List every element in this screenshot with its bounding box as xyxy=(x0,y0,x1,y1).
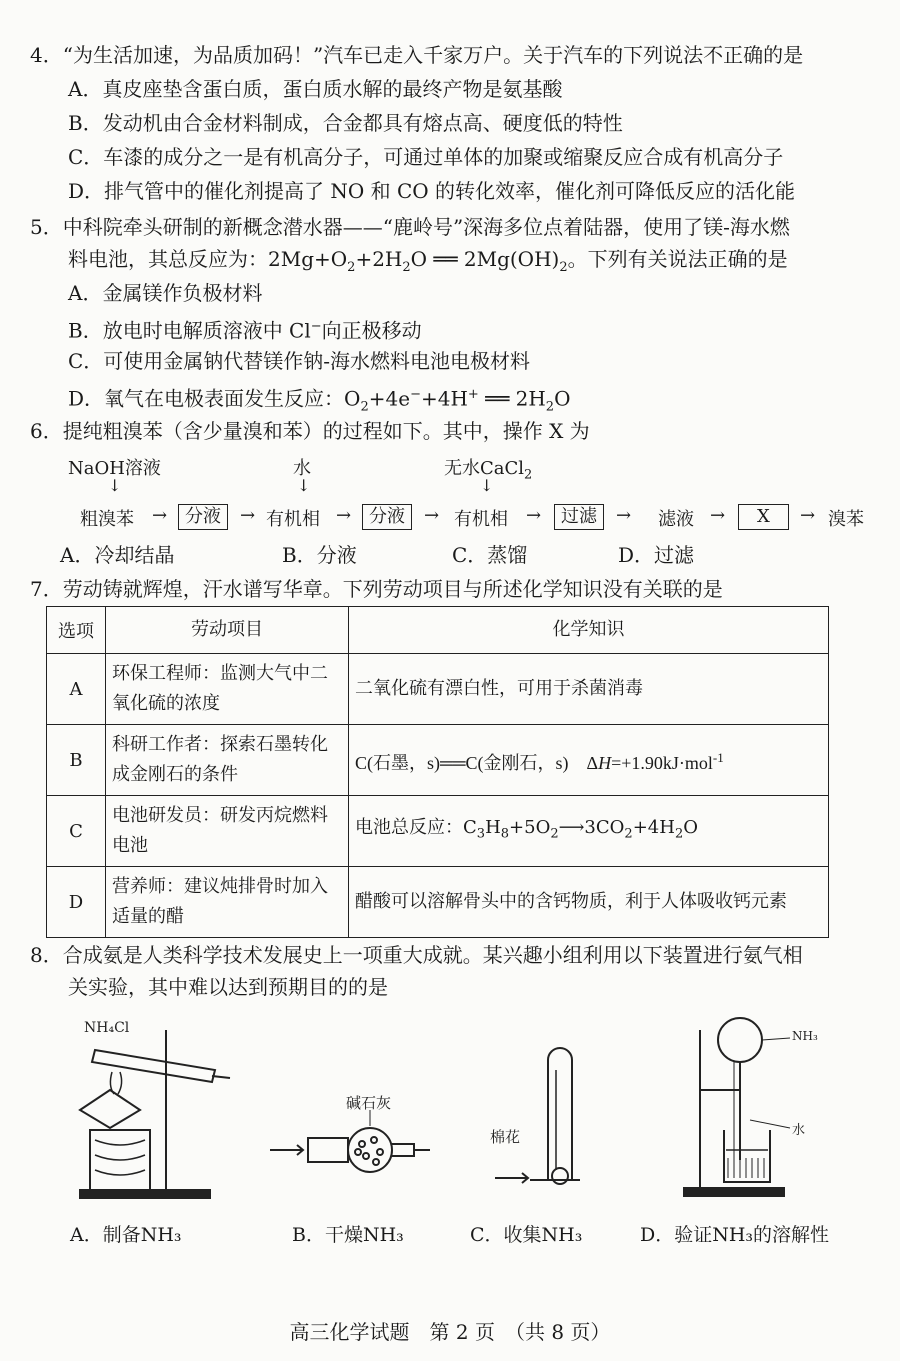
down-arrow-icon: ↓ xyxy=(297,476,311,495)
right-arrow-icon: → xyxy=(336,505,352,526)
right-arrow-icon: → xyxy=(800,505,816,526)
q6-option-c: C．蒸馏 xyxy=(452,543,528,567)
label-nh4cl: NH₄Cl xyxy=(84,1020,130,1036)
q5-stem: 5．中科院牵头研制的新概念潜水器——“鹿岭号”深海多位点着陆器，使用了镁-海水燃 xyxy=(30,215,790,239)
row-option: B xyxy=(47,725,106,796)
op-separate-2: 分液 xyxy=(362,504,412,530)
q4-option-d: D．排气管中的催化剂提高了 NO 和 CO 的转化效率，催化剂可降低反应的活化能 xyxy=(68,179,796,203)
row-job: 营养师：建议炖排骨时加入适量的醋 xyxy=(106,867,349,938)
table-row xyxy=(47,796,829,867)
q5-stem-cont: 料电池，其总反应为：$2Mg+O_2+2H_2O$ ══ $2Mg(OH)_2$。下列有关说法正确的是 xyxy=(68,247,788,275)
table-header: 劳动项目 xyxy=(106,607,349,654)
q8-option-c: C．收集NH₃ xyxy=(470,1224,583,1246)
row-option: C xyxy=(47,796,106,867)
reagent-water: 水 xyxy=(293,458,311,479)
table-row xyxy=(47,654,829,725)
q6-option-d: D．过滤 xyxy=(618,543,695,567)
q6-option-a: A．冷却结晶 xyxy=(60,543,175,567)
step-organic-1: 有机相 xyxy=(266,509,320,530)
q8-option-a: A．制备NH₃ xyxy=(70,1224,182,1246)
q8-option-d: D．验证NH₃的溶解性 xyxy=(640,1224,830,1246)
q6-option-b: B．分液 xyxy=(282,543,357,567)
step-bromobenzene: 溴苯 xyxy=(828,509,864,530)
purification-flowchart xyxy=(60,452,880,542)
right-arrow-icon: → xyxy=(710,505,726,526)
op-filter: 过滤 xyxy=(554,504,604,530)
q8-option-b: B．干燥NH₃ xyxy=(292,1224,404,1246)
right-arrow-icon: → xyxy=(152,505,168,526)
q5-option-a: A．金属镁作负极材料 xyxy=(68,281,263,305)
table-row xyxy=(47,725,829,796)
step-filtrate: 滤液 xyxy=(658,509,694,530)
row-job: 环保工程师：监测大气中二氧化硫的浓度 xyxy=(106,654,349,725)
figure-d-apparatus xyxy=(684,1018,790,1196)
figure-b-apparatus xyxy=(270,1110,430,1172)
right-arrow-icon: → xyxy=(616,505,632,526)
figure-c-apparatus xyxy=(495,1048,580,1184)
right-arrow-icon: → xyxy=(240,505,256,526)
q4-option-a: A．真皮座垫含蛋白质，蛋白质水解的最终产物是氨基酸 xyxy=(68,77,563,101)
q6-stem: 6．提纯粗溴苯（含少量溴和苯）的过程如下。其中，操作 X 为 xyxy=(30,419,590,443)
reagent-naoh: NaOH溶液 xyxy=(68,458,161,479)
row-knowledge: 醋酸可以溶解骨头中的含钙物质，利于人体吸收钙元素 xyxy=(349,867,829,938)
q7-table xyxy=(46,606,829,938)
figure-a-apparatus xyxy=(80,1030,230,1198)
q5-option-c: C．可使用金属钠代替镁作钠-海水燃料电池电极材料 xyxy=(68,349,531,373)
apparatus-figures xyxy=(40,1010,860,1210)
q5-option-b: B．放电时电解质溶液中 Cl−向正极移动 xyxy=(68,318,422,343)
step-organic-2: 有机相 xyxy=(454,509,508,530)
row-knowledge: C(石墨，s)══C(金刚石，s) ΔH=+1.90kJ·mol$^{-1}$ xyxy=(349,725,829,796)
label-soda-lime: 碱石灰 xyxy=(346,1094,392,1112)
table-row xyxy=(47,867,829,938)
reagent-cacl2: 无水CaCl$_2$ xyxy=(444,458,533,483)
q8-stem-cont: 关实验，其中难以达到预期目的的是 xyxy=(68,975,388,999)
down-arrow-icon: ↓ xyxy=(108,476,122,495)
step-crude: 粗溴苯 xyxy=(80,509,134,530)
q5-option-d: D．氧气在电极表面发生反应：$O_2+4e^-+4H^+$ ══ $2H_2O$ xyxy=(68,386,571,415)
row-knowledge: 二氧化硫有漂白性，可用于杀菌消毒 xyxy=(349,654,829,725)
q4-stem: 4．“为生活加速，为品质加码！”汽车已走入千家万户。关于汽车的下列说法不正确的是 xyxy=(30,43,804,67)
row-job: 电池研发员：研发丙烷燃料电池 xyxy=(106,796,349,867)
q8-stem: 8．合成氨是人类科学技术发展史上一项重大成就。某兴趣小组利用以下装置进行氨气相 xyxy=(30,943,803,967)
label-nh3: NH₃ xyxy=(792,1029,818,1043)
q4-option-b: B．发动机由合金材料制成，合金都具有熔点高、硬度低的特性 xyxy=(68,111,623,135)
row-option: D xyxy=(47,867,106,938)
q4-option-c: C．车漆的成分之一是有机高分子，可通过单体的加聚或缩聚反应合成有机高分子 xyxy=(68,145,784,169)
down-arrow-icon: ↓ xyxy=(480,476,494,495)
table-header: 选项 xyxy=(47,607,106,654)
op-separate-1: 分液 xyxy=(178,504,228,530)
page-footer: 高三化学试题 第 2 页 （共 8 页） xyxy=(289,1320,611,1344)
row-job: 科研工作者：探索石墨转化成金刚石的条件 xyxy=(106,725,349,796)
q7-stem: 7．劳动铸就辉煌，汗水谱写华章。下列劳动项目与所述化学知识没有关联的是 xyxy=(30,577,723,601)
right-arrow-icon: → xyxy=(424,505,440,526)
table-header: 化学知识 xyxy=(349,607,829,654)
label-water: 水 xyxy=(792,1123,806,1138)
right-arrow-icon: → xyxy=(526,505,542,526)
row-knowledge: 电池总反应：$C_3H_8+5O_2⟶3CO_2+4H_2O$ xyxy=(349,796,829,867)
op-x: X xyxy=(738,504,789,530)
row-option: A xyxy=(47,654,106,725)
label-cotton: 棉花 xyxy=(490,1128,521,1146)
